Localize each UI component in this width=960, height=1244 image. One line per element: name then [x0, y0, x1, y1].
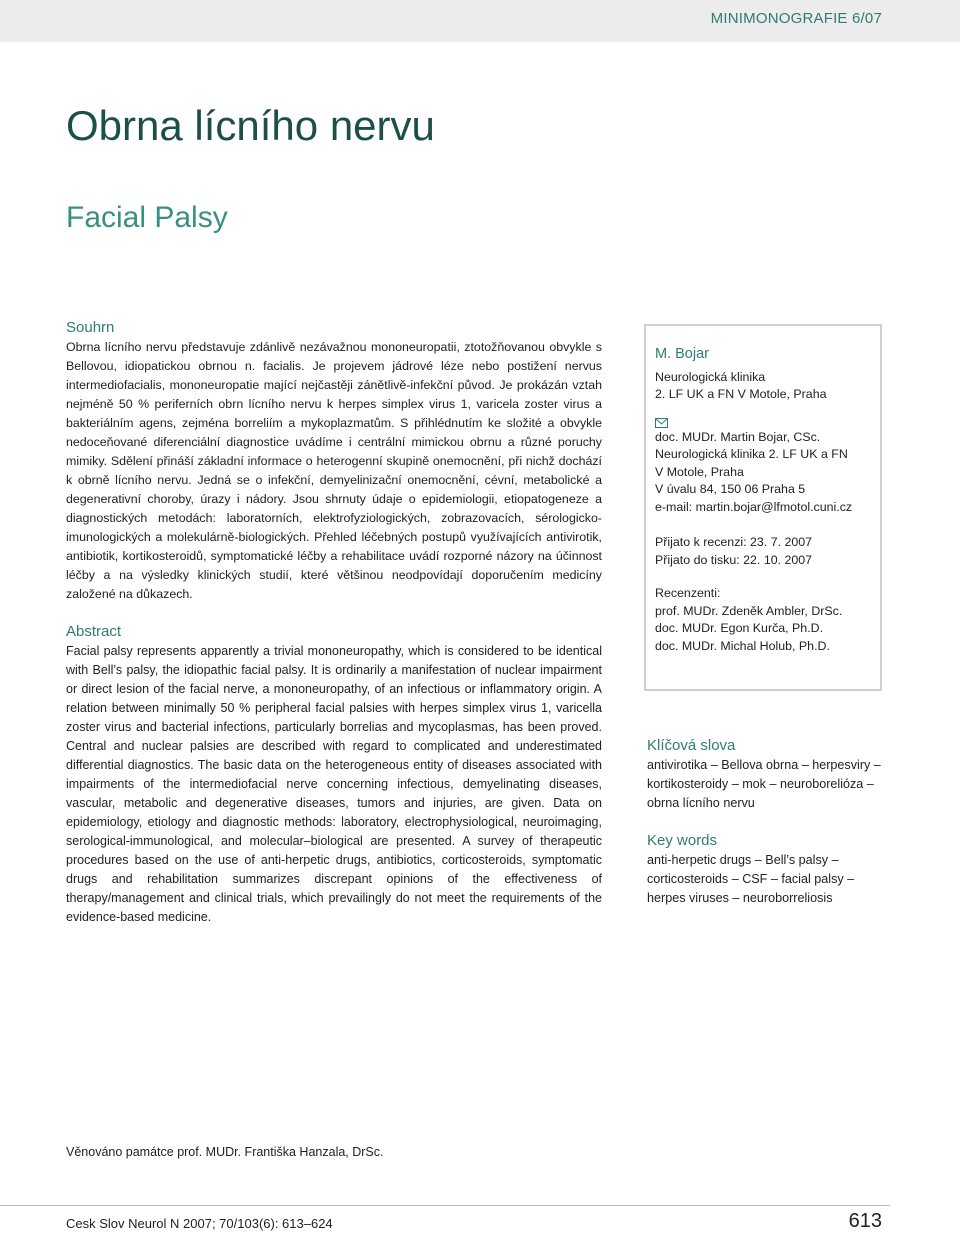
- envelope-icon: [655, 418, 668, 428]
- footer-divider: [0, 1205, 890, 1206]
- keywords-cz-line: kortikosteroidy – mok – neuroborelióza –: [647, 777, 874, 791]
- abstract-heading: Abstract: [66, 623, 122, 640]
- reviewer-item: doc. MUDr. Egon Kurča, Ph.D.: [655, 621, 824, 635]
- article-subtitle: Facial Palsy: [66, 201, 228, 234]
- article-title: Obrna lícního nervu: [66, 102, 435, 149]
- reviewers-label: Recenzenti:: [655, 586, 721, 600]
- souhrn-heading: Souhrn: [66, 319, 115, 336]
- affiliation-line: 2. LF UK a FN V Motole, Praha: [655, 387, 827, 401]
- abstract-section: [66, 622, 602, 927]
- keywords-en-heading: Key words: [647, 832, 718, 849]
- contact-line: V Motole, Praha: [655, 464, 744, 479]
- author-info-box: [644, 324, 882, 691]
- series-label: MINIMONOGRAFIE 6/07: [710, 10, 882, 27]
- contact-address: V úvalu 84, 150 06 Praha 5: [655, 482, 806, 496]
- contact-name: doc. MUDr. Martin Bojar, CSc.: [655, 429, 821, 444]
- keywords-en-line: corticosteroids – CSF – facial palsy –: [647, 872, 855, 886]
- header-bar: [0, 0, 960, 42]
- dedication: Věnováno památce prof. MUDr. Františka Hanzala, DrSc.: [66, 1145, 384, 1159]
- keywords-en-section: [647, 831, 887, 908]
- author-name: M. Bojar: [655, 346, 709, 362]
- page-number: 613: [848, 1210, 882, 1232]
- abstract-text: Facial palsy represents apparently a trivial mononeuropathy, which is considered to be identical with Bell’s palsy, the idiopathic facial palsy. It is ordinarily a manifestation of nuclear impairment or direct lesion of the facial nerve, a mononeuropathy, of an infectious or inflammatory origin. A relation between minimally 50 % peripheral facial palsies with herpes simplex virus 1, varicella zoster virus and bacterial infections, particularly borrelias and mycoplasmas, has been proved. Central and nuclear palsies are described with regard to complicated and underestimated differential diagnostics. The basic data on the heterogeneous entity of diseases associated with impairments of the intermediofacial nerve concerning infectious, demyelinating diseases, vascular, metabolic and degenerative diseases, tumors and injuries, are given. Data on epidemiology, etiology and diagnostic methods: laboratory, electrophysiological, neuroimaging, serological-immunological, and molecular–biological are presented. A survey of therapeutic procedures based on the use of anti-herpetic drugs, antibiotics, corticosteroids, symptomatic drugs and rehabilitation summarizes discrepant opinions of the effectiveness of therapy/management and clinical trials, which prevailingly do not meet the requirements of the evidence-based medicine.: [66, 644, 602, 924]
- affiliation-line: Neurologická klinika: [655, 369, 766, 384]
- keywords-en-line: herpes viruses – neuroborreliosis: [647, 891, 833, 905]
- received-date: Přijato k recenzi: 23. 7. 2007: [655, 535, 813, 549]
- reviewer-item: doc. MUDr. Michal Holub, Ph.D.: [655, 638, 830, 653]
- accepted-date: Přijato do tisku: 22. 10. 2007: [655, 552, 813, 567]
- keywords-cz-heading: Klíčová slova: [647, 737, 736, 754]
- keywords-cz-section: [647, 736, 887, 813]
- reviewer-item: prof. MUDr. Zdeněk Ambler, DrSc.: [655, 603, 843, 618]
- contact-line: Neurologická klinika 2. LF UK a FN: [655, 447, 848, 461]
- journal-citation: Cesk Slov Neurol N 2007; 70/103(6): 613–624: [66, 1216, 333, 1231]
- contact-email[interactable]: e-mail: martin.bojar@lfmotol.cuni.cz: [655, 499, 853, 514]
- souhrn-text: Obrna lícního nervu představuje zdánlivě nezávažnou mononeuropatii, ztotožňovanou obvykle s Bellovou, idiopatickou obrnou n. facialis. Je projevem jádrové léze nebo postižení nervus intermediofacialis, mononeuropatie mající nejčastěji zánětlivě-infekční původ. Je prokázán vztah nejméně 50 % periferních obrn lícního nervu k herpes simplex virus 1, varicela zoster virus a bakteriálním agens, zejména borreliím a mykoplazmatům. S přihlédnutím ke složité a obvykle nedoceňované diferenciální diagnostice uvádíme i centrální mimickou obrnu a různé poruchy mimiky. Sdělení přináší základní informace o heterogenní skupině onemocnění, při nichž dochází k obrně lícního nervu. Jedná se o infekční, demyelinizační onemocnění, cévní, metabolické a degenerativní choroby, úrazy i nádory. Jsou shrnuty údaje o epidemiologii, etiopatogeneze a diagnostických metodách: laboratorních, elektrofyziologických, zobrazovacích, sérologicko-imunologických a molekulárně-biologických. Přehled léčebných postupů využívajících antivirotik, antibiotik, kortikosteroidů, symptomatické léčby a rehabilitace uvádí rozporné názory na účinnost léčby a na výsledky klinických studií, které většinou neodpovídají doporučením medicíny založené na důkazech.: [66, 340, 602, 601]
- keywords-en-line: anti-herpetic drugs – Bell’s palsy –: [647, 853, 839, 867]
- souhrn-section: [66, 318, 602, 604]
- keywords-cz-line: obrna lícního nervu: [647, 796, 755, 810]
- keywords-cz-line: antivirotika – Bellova obrna – herpesviry –: [647, 758, 881, 772]
